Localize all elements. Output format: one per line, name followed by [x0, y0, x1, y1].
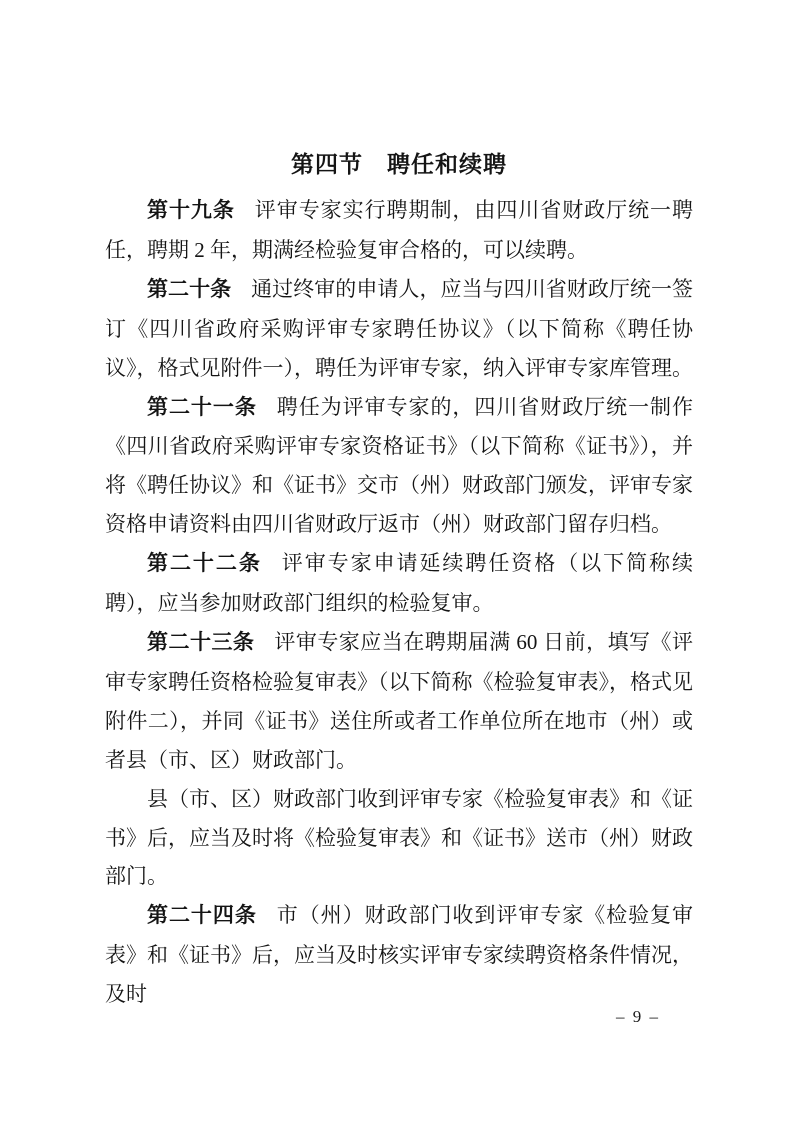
paragraph-list	[105, 191, 693, 1014]
page-footer	[616, 1006, 660, 1028]
article-paragraph	[105, 780, 693, 897]
article-label: 第二十三条	[147, 630, 255, 654]
page-number: – 9 –	[616, 1007, 660, 1026]
article-paragraph	[105, 544, 693, 623]
article-label: 第二十条	[147, 277, 232, 301]
article-label: 第十九条	[147, 199, 235, 222]
paragraph-text: 通过终审的申请人，应当与四川省财政厅统一签订《四川省政府采购评审专家聘任协议》（以下简称《聘任协议》，格式见附件一），聘任为评审专家，纳入评审专家库管理。	[105, 276, 694, 380]
paragraph-text: 评审专家应当在聘期届满 60 日前，填写《评审专家聘任资格检验复审表》（以下简称《检验复审表》，格式见附件二），并同《证书》送住所或者工作单位所在地市（州）或者县（市、区）财政部门。	[105, 629, 694, 772]
article-paragraph	[105, 623, 693, 780]
section-title: 第四节 聘任和续聘	[291, 151, 507, 177]
paragraph-text: 市（州）财政部门收到评审专家《检验复审表》和《证书》后，应当及时核实评审专家续聘资格条件情况，及时	[105, 903, 693, 1007]
paragraph-text: 聘任为评审专家的，四川省财政厅统一制作《四川省政府采购评审专家资格证书》（以下简称《证书》），并将《聘任协议》和《证书》交市（州）财政部门颁发，评审专家资格申请资料由四川省财政厅返市（州）财政部门留存归档。	[105, 394, 693, 537]
article-paragraph	[105, 270, 693, 388]
paragraph-text: 县（市、区）财政部门收到评审专家《检验复审表》和《证书》后，应当及时将《检验复审表》和《证书》送市（州）财政部门。	[105, 786, 693, 889]
paragraph-text: 评审专家申请延续聘任资格（以下简称续聘），应当参加财政部门组织的检验复审。	[105, 551, 694, 616]
article-paragraph	[105, 896, 693, 1014]
article-label: 第二十二条	[147, 552, 262, 576]
paragraph-text: 评审专家实行聘期制，由四川省财政厅统一聘任，聘期 2 年，期满经检验复审合格的，可以续聘。	[105, 198, 694, 262]
article-label: 第二十一条	[147, 395, 257, 419]
article-paragraph	[105, 388, 693, 545]
article-paragraph	[105, 191, 693, 270]
article-label: 第二十四条	[147, 904, 257, 928]
